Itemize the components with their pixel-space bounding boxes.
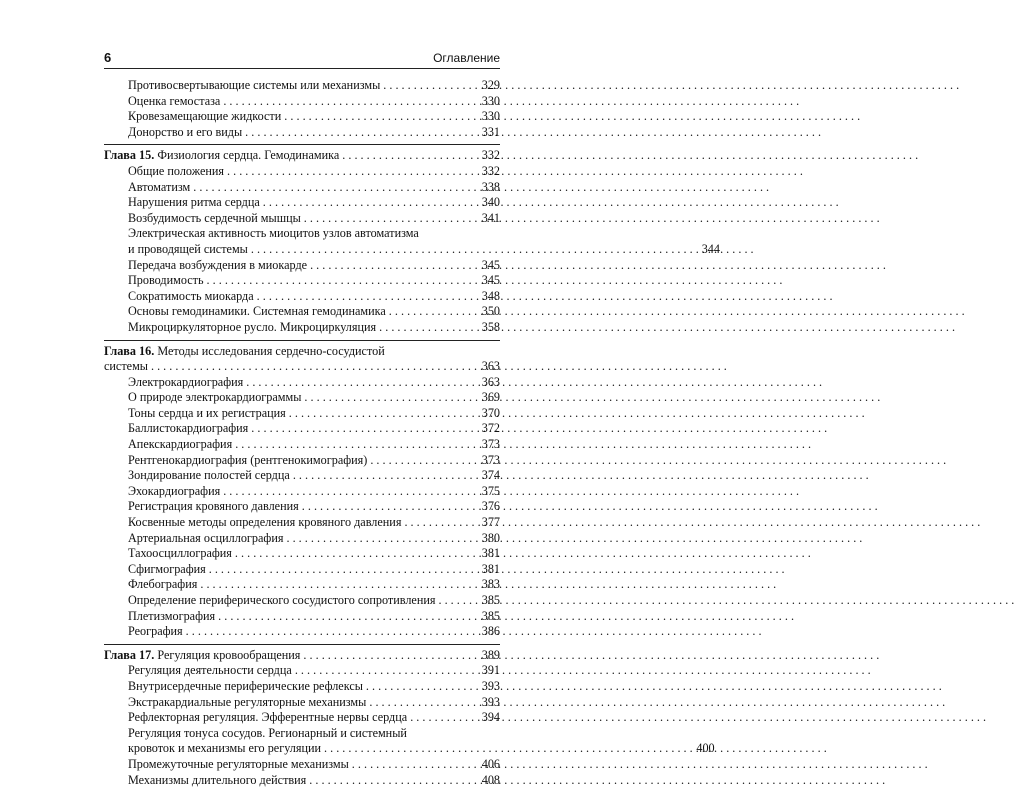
chapter-16-section <box>104 340 500 640</box>
toc-entry-page: 385 <box>481 608 500 623</box>
toc-entry[interactable] <box>104 226 720 257</box>
leader-dots <box>209 562 477 578</box>
toc-entry-title: Флебография <box>128 577 198 592</box>
toc-entry-title: О природе электрокардиограммы <box>128 390 302 405</box>
toc-entry-title: Сократимость миокарда <box>128 288 254 303</box>
toc-entry[interactable] <box>104 725 715 757</box>
toc-entry[interactable] <box>104 320 500 336</box>
toc-entry-title: Донорство и его виды <box>128 124 243 139</box>
toc-entry-page: 381 <box>481 561 500 576</box>
toc-entry-title-continued: и проводящей системы <box>128 241 248 256</box>
leader-dots <box>293 468 477 484</box>
toc-entry[interactable] <box>104 375 500 391</box>
toc-entry[interactable] <box>104 679 500 695</box>
toc-entry-page: 369 <box>481 390 500 405</box>
leader-dots <box>370 453 477 469</box>
toc-entry[interactable] <box>104 258 500 274</box>
toc-entry-page: 373 <box>481 437 500 452</box>
leader-dots <box>304 211 477 227</box>
toc-entry-page: 385 <box>481 593 500 607</box>
toc-entry-title: Электрическая активность миоцитов узлов автоматизма <box>128 226 419 241</box>
leader-dots <box>286 531 477 547</box>
leader-dots <box>218 609 477 625</box>
toc-entry[interactable] <box>104 663 500 679</box>
toc-entry-title: Эхокардиография <box>128 483 221 498</box>
leader-dots <box>324 741 692 757</box>
toc-entry[interactable] <box>104 94 500 110</box>
leader-dots <box>235 546 477 562</box>
leader-dots <box>389 304 477 320</box>
leader-dots <box>151 359 477 375</box>
toc-entry-title: Баллистокардиография <box>128 421 249 436</box>
toc-entry[interactable] <box>104 773 500 788</box>
leader-dots <box>289 406 477 422</box>
toc-entry-title: Зондирование полостей сердца <box>128 468 290 483</box>
leader-dots <box>383 78 477 94</box>
leader-dots <box>369 695 477 711</box>
toc-entry-page: 383 <box>481 577 500 592</box>
toc-entry-page: 331 <box>481 124 500 139</box>
toc-entry-title: Тоны сердца и их регистрация <box>128 405 286 420</box>
toc-entry-page: 332 <box>481 148 500 163</box>
leader-dots <box>309 773 477 788</box>
leader-dots <box>245 125 477 141</box>
toc-entry-page: 380 <box>481 530 500 545</box>
toc-entry-title: Реография <box>128 624 183 639</box>
toc-entry[interactable] <box>104 562 500 578</box>
leader-dots <box>379 320 477 336</box>
toc-entry[interactable] <box>104 453 500 469</box>
page-header <box>104 50 500 69</box>
toc-entry-title: Рентгенокардиография (рентгенокимография) <box>128 452 368 467</box>
toc-entry-page: 348 <box>481 288 500 303</box>
leader-dots <box>438 593 477 609</box>
leader-dots <box>310 258 477 274</box>
toc-entry[interactable] <box>104 468 500 484</box>
toc-entry-page: 363 <box>481 359 500 374</box>
chapter-label: Глава 17. <box>104 647 155 662</box>
toc-entry[interactable] <box>104 78 500 94</box>
table-of-contents <box>104 78 720 788</box>
chapter-label: Глава 15. <box>104 148 155 163</box>
toc-entry[interactable] <box>104 515 500 531</box>
toc-entry-page: 329 <box>481 78 500 92</box>
leader-dots <box>251 242 697 258</box>
toc-entry-page: 393 <box>481 694 500 709</box>
toc-entry[interactable] <box>104 195 500 211</box>
toc-entry[interactable] <box>104 180 500 196</box>
toc-entry-page: 330 <box>481 109 500 124</box>
toc-entry-title: Сфигмография <box>128 561 206 576</box>
leader-dots <box>410 710 477 726</box>
toc-entry-page: 393 <box>481 678 500 693</box>
toc-entry-title: Проводимость <box>128 273 204 288</box>
toc-entry[interactable] <box>104 695 500 711</box>
toc-entry[interactable] <box>104 390 500 406</box>
leader-dots <box>186 624 477 640</box>
toc-entry-page: 340 <box>481 195 500 210</box>
toc-entry-title: Внутрисердечные периферические рефлексы <box>128 678 363 693</box>
toc-entry-title: Плетизмография <box>128 608 216 623</box>
leader-dots <box>302 499 477 515</box>
toc-entry-page: 375 <box>481 483 500 498</box>
toc-entry[interactable] <box>104 437 500 453</box>
leader-dots <box>366 679 477 695</box>
leader-dots <box>235 437 477 453</box>
toc-entry-title: Экстракардиальные регуляторные механизмы <box>128 694 367 709</box>
toc-entry-page: 391 <box>481 663 500 678</box>
chapter-title-continued: системы <box>104 359 148 374</box>
toc-entry[interactable] <box>104 546 500 562</box>
toc-entry[interactable] <box>104 609 500 625</box>
chapter-label: Глава 16. <box>104 343 155 358</box>
toc-entry-title: Противосвертывающие системы или механизмы <box>128 78 381 92</box>
toc-entry[interactable] <box>104 211 500 227</box>
toc-entry-page: 330 <box>481 93 500 108</box>
toc-entry-page: 389 <box>481 647 500 662</box>
toc-entry-title: Рефлекторная регуляция. Эфферентные нервы сердца <box>128 710 408 725</box>
toc-entry-page: 350 <box>481 304 500 319</box>
toc-entry-title: Электрокардиография <box>128 374 244 389</box>
toc-entry-title: Регистрация кровяного давления <box>128 499 299 514</box>
chapter-title: Методы исследования сердечно-сосудистой <box>157 343 385 358</box>
toc-entry-title: Кровезамещающие жидкости <box>128 109 282 124</box>
toc-entry[interactable] <box>104 531 500 547</box>
toc-entry[interactable] <box>104 577 500 593</box>
toc-entry-page: 332 <box>481 163 500 178</box>
toc-entry-title: Артериальная осциллография <box>128 530 284 545</box>
toc-entry-title: Передача возбуждения в миокарде <box>128 257 308 272</box>
toc-entry-title: Общие положения <box>128 163 225 178</box>
leader-dots <box>251 421 477 437</box>
chapter-15-section <box>104 144 720 335</box>
toc-entry-title: Определение периферического сосудистого сопротивления <box>128 593 436 607</box>
chapter-heading[interactable] <box>104 344 500 375</box>
toc-entry-title: Тахоосциллография <box>128 546 232 561</box>
chapter-title: Физиология сердца. Гемодинамика <box>157 148 340 163</box>
toc-entry-page: 400 <box>696 741 715 756</box>
toc-entry[interactable] <box>104 710 500 726</box>
leader-dots <box>223 484 477 500</box>
toc-entry-title: Регуляция тонуса сосудов. Регионарный и системный <box>128 725 407 740</box>
toc-entry[interactable] <box>104 406 500 422</box>
chapter-title: Регуляция кровообращения <box>157 647 301 662</box>
leader-dots <box>193 180 477 196</box>
toc-entry-page: 344 <box>701 241 720 256</box>
leader-dots <box>223 94 477 110</box>
toc-entry-page: 341 <box>481 210 500 225</box>
leader-dots <box>246 375 477 391</box>
toc-entry-page: 386 <box>481 624 500 639</box>
toc-entry-title: Автоматизм <box>128 179 191 194</box>
toc-entry-page: 370 <box>481 405 500 420</box>
leader-dots <box>257 289 477 305</box>
leader-dots <box>200 577 477 593</box>
toc-entry-title: Нарушения ритма сердца <box>128 195 260 210</box>
leader-dots <box>295 663 477 679</box>
toc-entry[interactable] <box>104 304 500 320</box>
toc-entry[interactable] <box>104 273 500 289</box>
toc-entry-title: Промежуточные регуляторные механизмы <box>128 756 349 771</box>
toc-entry-title: Косвенные методы определения кровяного давления <box>128 515 402 530</box>
leader-dots <box>303 648 477 664</box>
leader-dots <box>263 195 477 211</box>
toc-entry[interactable] <box>104 164 500 180</box>
toc-entry-title-continued: кровоток и механизмы его регуляции <box>128 741 322 756</box>
toc-entry[interactable] <box>104 484 500 500</box>
toc-entry-page: 358 <box>481 319 500 334</box>
toc-entry-page: 345 <box>481 257 500 272</box>
toc-entry-page: 338 <box>481 179 500 194</box>
toc-entry[interactable] <box>104 624 500 640</box>
toc-entry-page: 372 <box>481 421 500 436</box>
intro-section <box>104 78 500 140</box>
leader-dots <box>284 109 477 125</box>
leader-dots <box>304 390 477 406</box>
toc-entry[interactable] <box>104 757 500 773</box>
leader-dots <box>342 148 477 164</box>
toc-entry-page: 374 <box>481 468 500 483</box>
running-title: Оглавление <box>433 51 500 65</box>
toc-entry-title: Микроциркуляторное русло. Микроциркуляция <box>128 319 377 334</box>
leader-dots <box>404 515 477 531</box>
toc-entry-title: Возбудимость сердечной мышцы <box>128 210 301 225</box>
toc-entry-page: 394 <box>481 710 500 725</box>
toc-entry-page: 381 <box>481 546 500 561</box>
toc-entry-page: 363 <box>481 374 500 389</box>
chapter-16-entries <box>104 375 500 640</box>
toc-entry[interactable] <box>104 499 500 515</box>
toc-entry-page: 376 <box>481 499 500 514</box>
toc-entry-title: Оценка гемостаза <box>128 93 221 108</box>
toc-entry[interactable] <box>104 109 500 125</box>
toc-entry-page: 345 <box>481 273 500 288</box>
toc-entry[interactable] <box>104 421 500 437</box>
toc-entry-page: 373 <box>481 452 500 467</box>
leader-dots <box>227 164 477 180</box>
toc-entry[interactable] <box>104 593 500 609</box>
toc-entry-title: Механизмы длительного действия <box>128 772 307 787</box>
page-number: 6 <box>104 50 112 65</box>
toc-entry-page: 406 <box>481 756 500 771</box>
toc-entry-title: Апекскардиография <box>128 437 233 452</box>
toc-entry-title: Основы гемодинамики. Системная гемодинамика <box>128 304 386 319</box>
leader-dots <box>207 273 477 289</box>
chapter-heading[interactable] <box>104 648 500 664</box>
toc-entry-page: 377 <box>481 515 500 530</box>
chapter-17-section <box>104 644 715 788</box>
leader-dots <box>352 757 477 773</box>
chapter-heading[interactable] <box>104 148 500 164</box>
toc-entry-page: 408 <box>481 772 500 787</box>
toc-entry-title: Регуляция деятельности сердца <box>128 663 292 678</box>
toc-entry[interactable] <box>104 125 500 141</box>
toc-entry[interactable] <box>104 289 500 305</box>
